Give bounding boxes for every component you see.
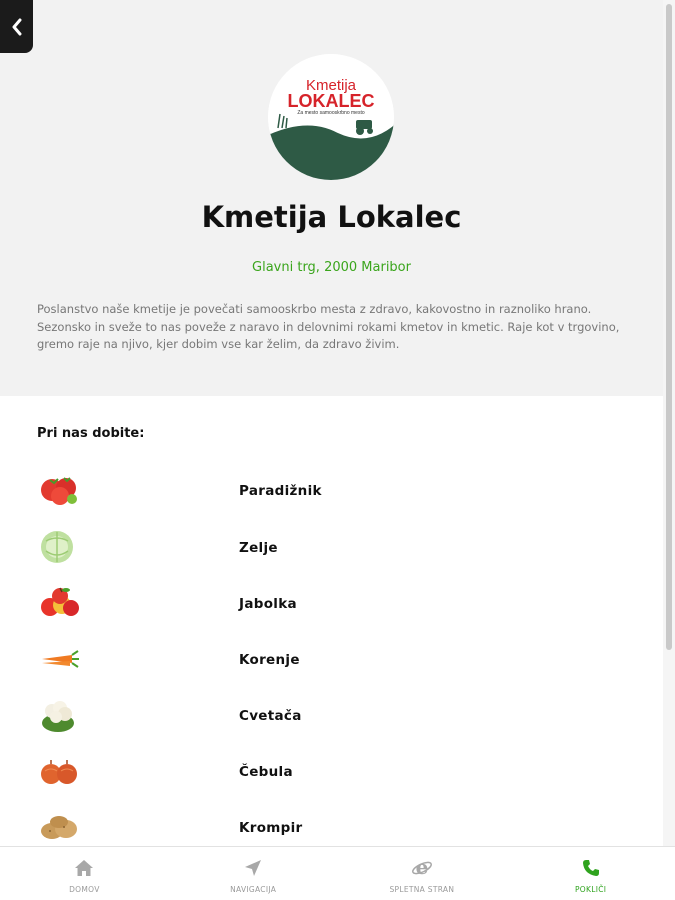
product-name: Paradižnik: [239, 483, 322, 499]
list-item: [0, 472, 663, 528]
navigation-arrow-icon: [242, 857, 264, 879]
product-name: Krompir: [239, 820, 303, 836]
list-item: [0, 641, 663, 697]
list-item: [0, 529, 663, 585]
onion-icon: [38, 753, 80, 789]
product-name: Jabolka: [239, 596, 297, 612]
farm-header: [0, 0, 663, 396]
scrollbar-thumb[interactable]: [666, 4, 672, 650]
product-name: Korenje: [239, 652, 300, 668]
tomato-icon: [38, 472, 80, 508]
potato-icon: [38, 809, 80, 845]
farm-description: Poslanstvo naše kmetije je povečati samooskrbo mesta z zdravo, kakovostno in raznoliko hrano. Sezonsko in sveže to nas poveže z naravo in delovnimi rokami kmetov in kmetic. Raje kot v trgovino, gremo raje na njivo, kjer dobim vse kar želim, da zdravo živim.: [37, 302, 620, 351]
list-item: [0, 697, 663, 753]
list-item: [0, 585, 663, 641]
back-button[interactable]: [0, 0, 33, 53]
nav-call[interactable]: [506, 847, 675, 900]
phone-icon: [580, 857, 602, 879]
farm-logo: [268, 54, 394, 180]
page-title: Kmetija Lokalec: [201, 200, 462, 234]
nav-label: POKLIČI: [574, 885, 607, 894]
logo-line1: Kmetija: [305, 77, 357, 94]
nav-label: SPLETNA STRAN: [389, 885, 455, 894]
logo-tagline: Za mesto samooskrbno mesto: [297, 110, 365, 116]
product-name: Zelje: [239, 540, 278, 556]
apple-icon: [38, 585, 80, 621]
nav-home[interactable]: [0, 847, 169, 900]
farm-address[interactable]: Glavni trg, 2000 Maribor: [252, 260, 411, 275]
list-item: [0, 753, 663, 809]
bottom-navigation: [0, 846, 675, 900]
product-name: Cvetača: [239, 708, 302, 724]
products-title: Pri nas dobite:: [37, 426, 145, 441]
nav-website[interactable]: [338, 847, 507, 900]
nav-label: NAVIGACIJA: [230, 885, 277, 894]
nav-navigation[interactable]: [169, 847, 338, 900]
logo-line2: LOKALEC: [287, 91, 375, 111]
svg-text:e: e: [415, 857, 429, 879]
carrot-icon: [38, 641, 80, 677]
home-icon: [73, 857, 95, 879]
chevron-left-icon: [10, 18, 24, 36]
product-name: Čebula: [239, 764, 293, 780]
cabbage-icon: [38, 529, 80, 565]
browser-icon: [411, 857, 433, 879]
cauliflower-icon: [38, 697, 80, 733]
nav-label: DOMOV: [69, 885, 100, 894]
